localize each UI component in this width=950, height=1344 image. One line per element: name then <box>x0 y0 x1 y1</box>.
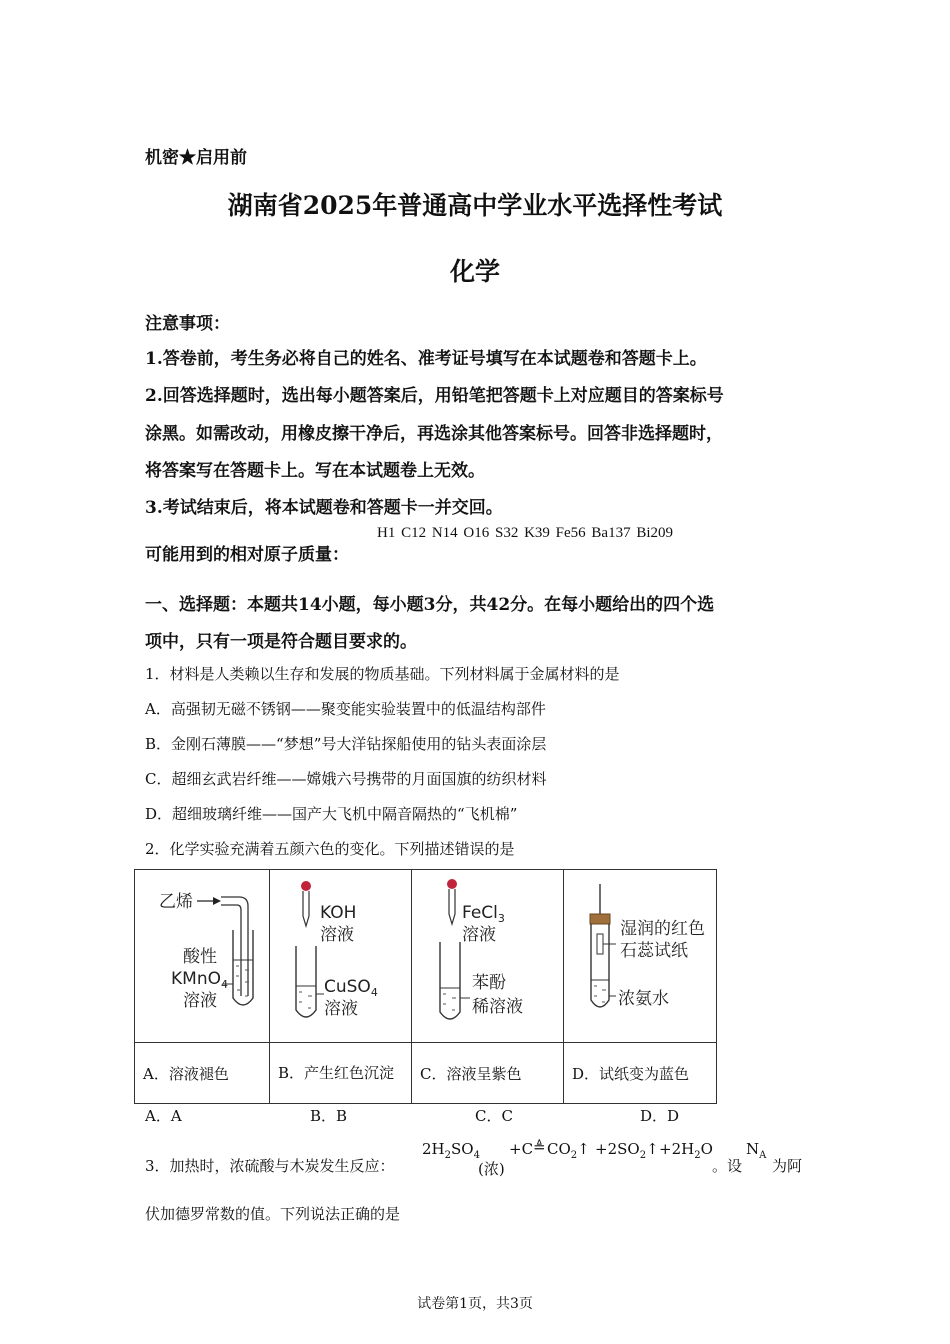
fig-a-gas-label: 乙烯 <box>159 892 193 912</box>
caption-a <box>135 1043 270 1104</box>
figure-a <box>135 870 270 1043</box>
page-footer: 试卷第1页，共3页 <box>417 1296 533 1312</box>
fig-a-label-3: 溶液 <box>183 991 217 1011</box>
q1-option-b: B．金刚石薄膜——“梦想”号大洋钻探船使用的钻头表面涂层 <box>145 735 547 753</box>
note-1: 1.答卷前，考生务必将自己的姓名、准考证号填写在本试题卷和答题卡上。 <box>145 349 707 369</box>
fig-c-dropper-bulb <box>447 879 457 889</box>
q2-option-d: D．D <box>640 1107 680 1125</box>
atomic-mass-label: 可能用到的相对原子质量： <box>145 545 349 565</box>
fig-d-paper-2: 石蕊试纸 <box>620 941 688 961</box>
fig-b-bottom-1: CuSO$_4$ <box>324 977 378 999</box>
fig-b-top-1: KOH <box>320 903 357 923</box>
q2-figure-table <box>134 869 717 1104</box>
fig-c-bottom-2: 稀溶液 <box>472 997 523 1017</box>
eq-condition: (浓) <box>478 1160 505 1178</box>
q1-stem: 1．材料是人类赖以生存和发展的物质基础。下列材料属于金属材料的是 <box>145 665 620 683</box>
caption-b <box>270 1043 412 1104</box>
fig-d-liquid-label: 浓氨水 <box>618 989 669 1009</box>
q3-stem: 3．加热时，浓硫酸与木炭发生反应： <box>145 1157 395 1175</box>
q3-stem-line-2: 伏加德罗常数的值。下列说法正确的是 <box>145 1205 401 1223</box>
figure-b <box>270 870 412 1043</box>
fig-d-stopper <box>590 914 610 924</box>
avogadro-symbol: $N_A$ <box>746 1140 767 1161</box>
q1-option-d: D．超细玻璃纤维——国产大飞机中隔音隔热的“飞机棉” <box>145 805 518 823</box>
eq-product-3: $+2H_2O$ <box>659 1140 713 1161</box>
q2-option-b: B．B <box>310 1107 348 1125</box>
section-1-heading: 一、选择题：本题共14小题，每小题3分，共42分。在每小题给出的四个选 <box>145 595 715 615</box>
fig-c-dropper <box>449 889 455 924</box>
caption-d <box>564 1043 717 1104</box>
eq-reactant-1: $2H_2SO_4$ <box>422 1140 480 1161</box>
caption-a-text: A．溶液褪色 <box>143 1064 229 1083</box>
q3-after-equation: 。设 <box>712 1157 743 1175</box>
fig-b-bottom-2: 溶液 <box>324 999 358 1019</box>
note-3: 3.考试结束后，将本试题卷和答题卡一并交回。 <box>145 498 503 518</box>
fig-a-test-tube <box>233 930 253 1005</box>
fig-c-top-1: FeCl$_3$ <box>462 903 505 925</box>
fig-b-dropper-bulb <box>301 881 311 891</box>
q2-option-c: C．C <box>475 1107 513 1125</box>
notes-heading: 注意事项： <box>145 314 230 334</box>
fig-a-label-1: 酸性 <box>183 947 217 967</box>
eq-product-1: $CO_2↑$ <box>547 1140 590 1161</box>
fig-b-top-2: 溶液 <box>320 925 354 945</box>
note-2c: 将答案写在答题卡上。写在本试题卷上无效。 <box>145 461 485 481</box>
fig-a-label-2: KMnO$_4$ <box>171 969 228 991</box>
fig-d-litmus-paper <box>597 934 603 954</box>
figure-b-drawing <box>270 870 411 1038</box>
atomic-mass-values: H1 C12 N14 O16 S32 K39 Fe56 Ba137 Bi209 <box>377 525 674 541</box>
fig-a-arrowhead <box>213 897 221 905</box>
eq-product-2: $+2SO_2↑$ <box>595 1140 659 1161</box>
caption-c <box>412 1043 564 1104</box>
q3-stem-tail: 为阿 <box>772 1157 803 1175</box>
confidential-label: 机密★启用前 <box>145 148 247 168</box>
fig-c-top-2: 溶液 <box>462 925 496 945</box>
fig-b-liquid-hatch <box>299 992 312 1008</box>
section-1-heading-2: 项中，只有一项是符合题目要求的。 <box>145 632 417 652</box>
fig-b-dropper <box>303 891 309 926</box>
figure-c-drawing <box>412 870 563 1038</box>
caption-b-text: B．产生红色沉淀 <box>278 1064 395 1082</box>
note-2a: 2.回答选择题时，选出每小题答案后，用铅笔把答题卡上对应题目的答案标号 <box>145 386 724 406</box>
fig-c-liquid-hatch <box>443 994 456 1010</box>
fig-a-liquid-hatch <box>236 966 249 996</box>
subject-title: 化学 <box>449 257 500 286</box>
eq-heat-arrow: ≜ <box>533 1138 546 1156</box>
q1-option-a: A．高强韧无磁不锈钢——聚变能实验装置中的低温结构部件 <box>145 700 546 718</box>
fig-b-test-tube <box>296 946 316 1017</box>
q2-option-a: A．A <box>145 1107 182 1125</box>
figure-d <box>564 870 717 1043</box>
figure-d-drawing <box>564 870 716 1038</box>
figure-c <box>412 870 564 1043</box>
figure-a-drawing <box>135 870 269 1038</box>
q2-stem: 2．化学实验充满着五颜六色的变化。下列描述错误的是 <box>145 840 515 858</box>
fig-c-bottom-1: 苯酚 <box>472 973 506 993</box>
q1-option-c: C．超细玄武岩纤维——嫦娥六号携带的月面国旗的纺织材料 <box>145 770 547 788</box>
caption-c-text: C．溶液呈紫色 <box>420 1064 522 1083</box>
exam-title: 湖南省2025年普通高中学业水平选择性考试 <box>227 191 723 220</box>
fig-c-test-tube <box>440 942 460 1019</box>
fig-d-paper-1: 湿润的红色 <box>620 919 705 939</box>
fig-d-liquid-hatch <box>594 986 606 1002</box>
caption-d-text: D．试纸变为蓝色 <box>572 1064 690 1083</box>
eq-carbon: +C <box>509 1140 534 1158</box>
note-2b: 涂黑。如需改动，用橡皮擦干净后，再选涂其他答案标号。回答非选择题时， <box>145 424 723 444</box>
